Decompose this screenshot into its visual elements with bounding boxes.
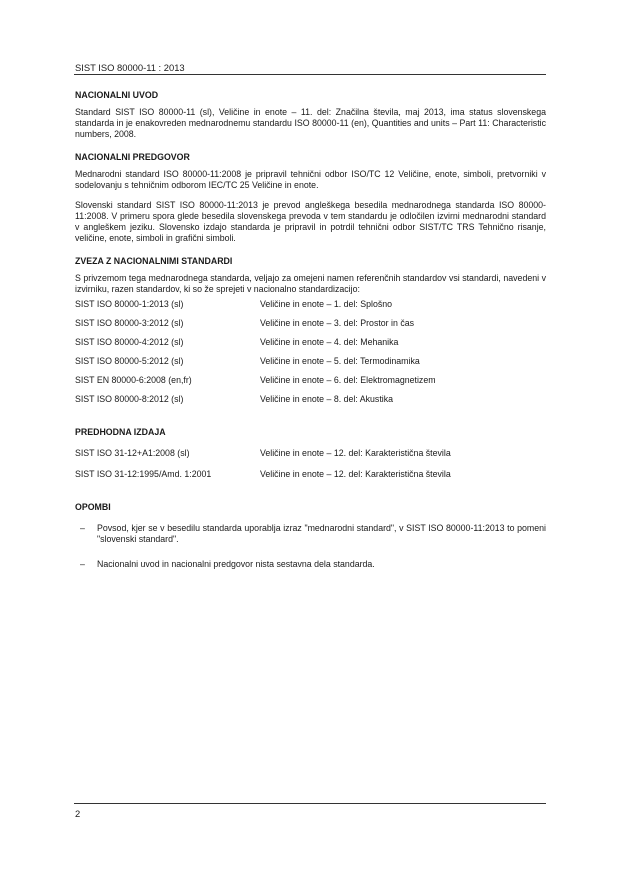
section-heading: NACIONALNI PREDGOVOR	[75, 152, 190, 162]
standard-code: SIST ISO 80000-3:2012 (sl)	[75, 318, 184, 328]
footer-divider	[74, 803, 546, 804]
table-row	[75, 394, 546, 413]
paragraph: Slovenski standard SIST ISO 80000-11:2013 je prevod angleškega besedila mednarodnega standarda ISO 80000-11:2008. V primeru spora glede besedila slovenskega prevoda v tem standardu je odločilen izvirni mednarodni standard v angleškem jeziku. Slovensko izdajo standarda je pripravil in potrdil tehnični odbor SIST/TC TRS Tehnično risanje, veličine, enote, simboli in grafični simboli.	[75, 200, 546, 243]
table-row	[75, 337, 546, 356]
dash-bullet: –	[80, 559, 85, 569]
table-row	[75, 356, 546, 375]
standard-title: Veličine in enote – 6. del: Elektromagnetizem	[260, 375, 436, 385]
page-number: 2	[75, 808, 81, 819]
section-heading: PREDHODNA IZDAJA	[75, 427, 166, 437]
table-row	[75, 375, 546, 394]
section-nacionalni-predgovor	[75, 152, 546, 244]
standard-title: Veličine in enote – 12. del: Karakteristična števila	[260, 448, 451, 458]
standard-title: Veličine in enote – 1. del: Splošno	[260, 299, 393, 309]
header-divider	[74, 74, 546, 75]
standard-code: SIST EN 80000-6:2008 (en,fr)	[75, 375, 192, 385]
standard-code: SIST ISO 80000-4:2012 (sl)	[75, 337, 184, 347]
note-text: Povsod, kjer se v besedilu standarda uporablja izraz "mednarodni standard", v SIST ISO 80000-11:2013 to pomeni "slovenski standard".	[97, 523, 546, 544]
dash-bullet: –	[80, 523, 85, 533]
page-content	[75, 90, 546, 570]
standard-title: Veličine in enote – 12. del: Karakteristična števila	[260, 469, 451, 479]
note-item	[75, 523, 546, 545]
standard-code: SIST ISO 31-12:1995/Amd. 1:2001	[75, 469, 212, 479]
section-zveza-z-nacionalnimi-standardi	[75, 256, 546, 413]
standard-title: Veličine in enote – 3. del: Prostor in čas	[260, 318, 415, 328]
standard-code: SIST ISO 80000-1:2013 (sl)	[75, 299, 184, 309]
section-heading: ZVEZA Z NACIONALNIMI STANDARDI	[75, 256, 233, 266]
note-item	[75, 559, 546, 570]
reference-standards-table	[75, 299, 546, 413]
running-header: SIST ISO 80000-11 : 2013	[75, 62, 185, 73]
paragraph: Mednarodni standard ISO 80000-11:2008 je pripravil tehnični odbor ISO/TC 12 Veličine, enote, simboli, pretvorniki v sodelovanju s tehničnim odborom IEC/TC 25 Veličine in enote.	[75, 169, 546, 190]
section-opombi	[75, 502, 546, 570]
table-row	[75, 299, 546, 318]
standard-code: SIST ISO 80000-8:2012 (sl)	[75, 394, 184, 404]
previous-edition-table	[75, 448, 546, 490]
paragraph: Standard SIST ISO 80000-11 (sl), Veličine in enote – 11. del: Značilna števila, maj 2013, ima status slovenskega standarda in je enakovreden mednarodnemu standardu ISO 80000-11 (en), Quantities and units – Part 11: Characteristic numbers, 2008.	[75, 107, 546, 139]
section-nacionalni-uvod	[75, 90, 546, 140]
standard-code: SIST ISO 80000-5:2012 (sl)	[75, 356, 184, 366]
section-heading: NACIONALNI UVOD	[75, 90, 159, 100]
section-predhodna-izdaja	[75, 427, 546, 490]
standard-title: Veličine in enote – 4. del: Mehanika	[260, 337, 399, 347]
section-heading: OPOMBI	[75, 502, 111, 512]
table-row	[75, 448, 546, 469]
standard-title: Veličine in enote – 8. del: Akustika	[260, 394, 394, 404]
paragraph: S privzemom tega mednarodnega standarda, veljajo za omejeni namen referenčnih standardov vsi standardi, navedeni v izvirniku, razen standardov, ki so že sprejeti v nacionalno standardizacijo:	[75, 273, 546, 294]
table-row	[75, 469, 546, 490]
standard-code: SIST ISO 31-12+A1:2008 (sl)	[75, 448, 190, 458]
table-row	[75, 318, 546, 337]
standard-title: Veličine in enote – 5. del: Termodinamika	[260, 356, 420, 366]
note-text: Nacionalni uvod in nacionalni predgovor nista sestavna dela standarda.	[97, 559, 375, 569]
